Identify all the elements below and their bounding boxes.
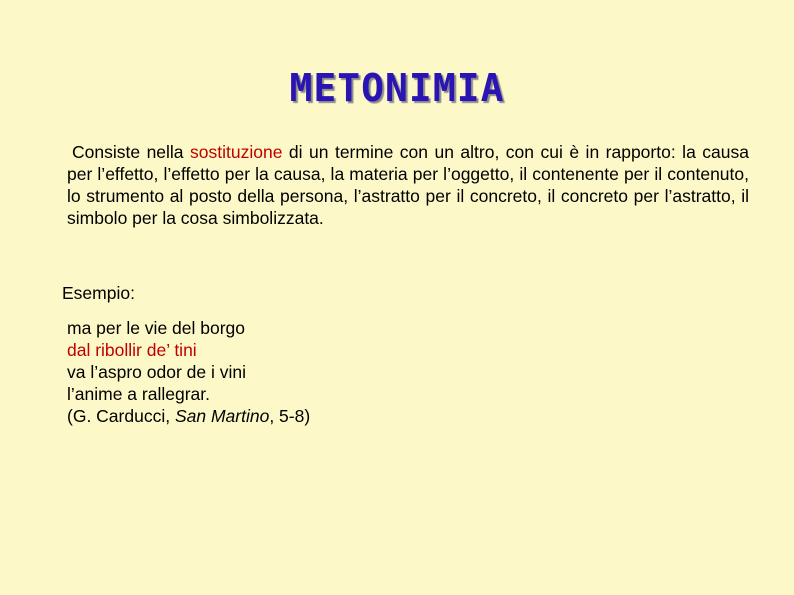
verse-line: va l’aspro odor de i vini <box>67 362 246 382</box>
citation-author: (G. Carducci, <box>67 406 175 426</box>
citation-lines: , 5-8) <box>269 406 311 426</box>
slide-title: METONIMIA <box>289 66 505 110</box>
verse-line: l’anime a rallegrar. <box>67 384 210 404</box>
example-verses <box>67 317 310 427</box>
example-label: Esempio: <box>62 283 135 303</box>
citation <box>67 405 310 427</box>
verse-line-highlight: dal ribollir de’ tini <box>67 340 197 360</box>
verse-line: ma per le vie del borgo <box>67 318 246 338</box>
definition-body: di un termine con un altro, con cui è in rapporto: la causa per l’effetto, l’effetto per la causa, la materia per l’oggetto, il contenente per il contenuto, lo strumento al posto della persona, l’astratto per il concreto, il concreto per l’astratto, il simbolo per la cosa simbolizzata. <box>67 142 749 228</box>
definition-paragraph <box>67 141 749 229</box>
definition-lead: Consiste nella <box>72 142 191 162</box>
citation-work: San Martino <box>174 406 270 426</box>
definition-highlight: sostituzione <box>190 142 283 162</box>
